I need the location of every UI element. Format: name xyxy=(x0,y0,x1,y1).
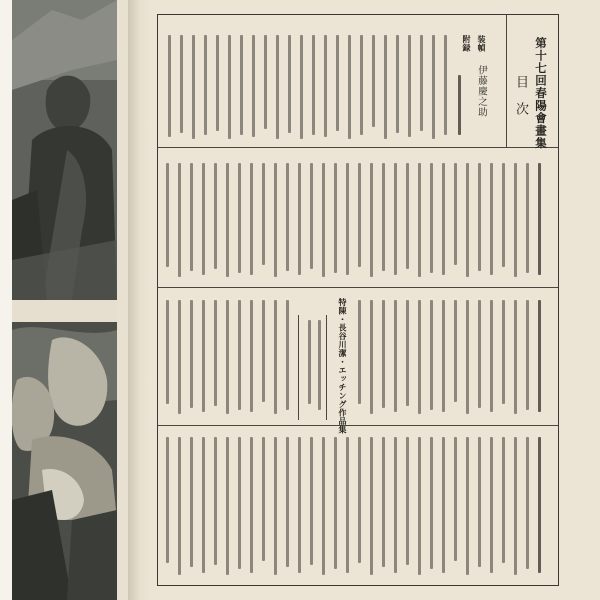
magazine-title: 第十七回春陽會畫集 xyxy=(534,37,548,150)
section-print-works: 特陳・長谷川潔・エッチング作品集 xyxy=(338,298,348,434)
rule-2 xyxy=(158,287,558,288)
left-page xyxy=(12,0,142,600)
contents-heading: 目次 xyxy=(513,75,528,129)
binding-name: 伊藤慶之助 xyxy=(476,65,487,118)
contents-page xyxy=(150,0,600,600)
plate-gap xyxy=(12,300,117,322)
contents-frame xyxy=(157,14,559,586)
rule-3 xyxy=(158,425,558,426)
title-divider xyxy=(506,15,507,147)
painting-plates xyxy=(12,0,117,600)
appendix-label: 附録 xyxy=(462,35,472,52)
section-divider-b xyxy=(326,315,327,420)
section-divider-a xyxy=(298,315,299,420)
rule-1 xyxy=(158,147,558,148)
binding-label: 装幀 xyxy=(477,35,487,52)
